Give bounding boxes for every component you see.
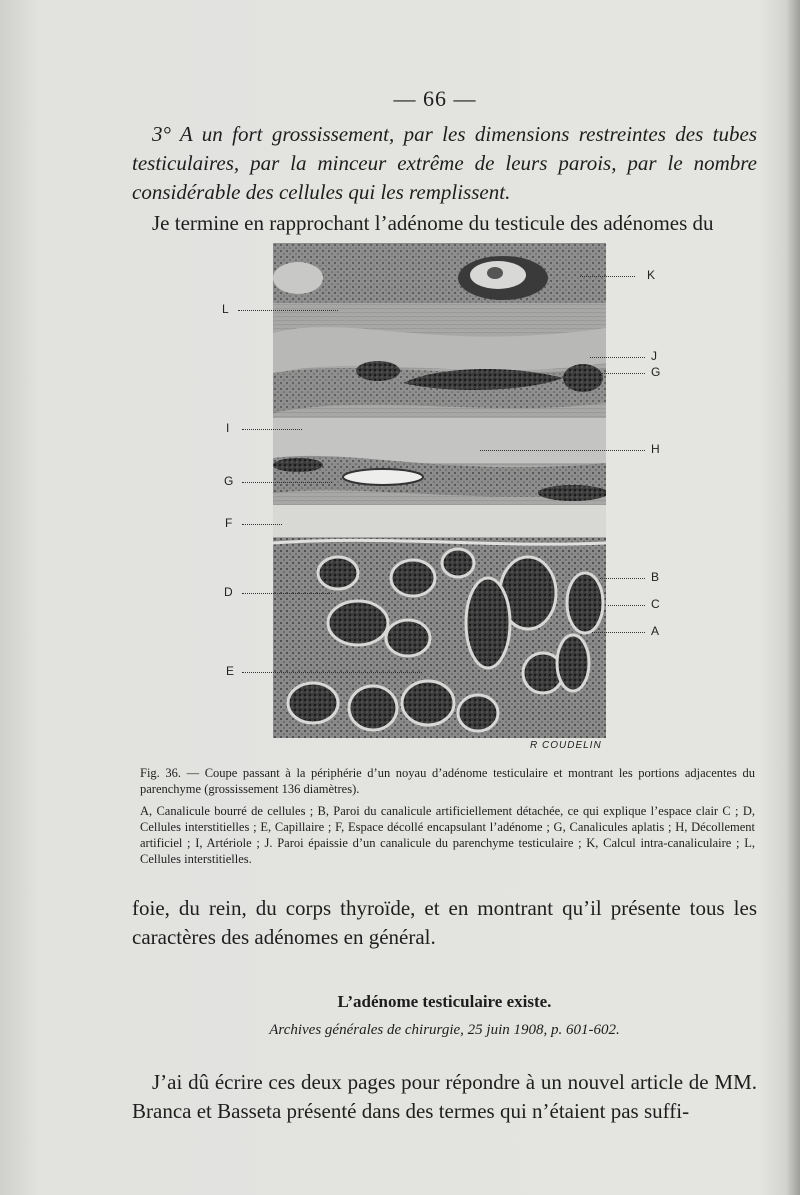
leader-l — [238, 310, 338, 311]
intro-paragraph — [132, 120, 757, 238]
leader-e — [242, 672, 422, 673]
figure-caption — [140, 765, 755, 867]
label-c: C — [651, 597, 660, 611]
section-reference: Archives générales de chirurgie, 25 juin 1908, p. 601-602. — [269, 1022, 620, 1038]
label-a: A — [651, 624, 660, 638]
paragraph-start: Je termine en rapprochant l’adénome du testicule des adénomes du — [152, 211, 714, 235]
leader-g-right — [600, 373, 645, 374]
label-f: F — [225, 516, 233, 530]
leader-c — [608, 605, 645, 606]
leader-b — [600, 578, 645, 579]
italic-point-3: 3° A un fort grossissement, par les dimensions restreintes des tubes testiculaires, par la minceur extrême de leurs parois, par le nombre considérable des cellules qui les remplissent. — [132, 122, 757, 204]
artist-signature: R COUDELIN — [530, 740, 602, 751]
leader-k — [580, 276, 635, 277]
label-j: J — [651, 349, 657, 363]
caption-legend: A, Canalicule bourré de cellules ; B, Paroi du canalicule artificiellement détachée, ce qui explique l’espace clair C ; D, Cellules interstitielles ; E, Capillaire ; F, Espace décollé encapsulant l’adénome ; G, Canalicules aplatis ; H, Décollement artificiel ; I, Artériole ; J. Paroi épaissie d’un canalicule du parenchyme testiculaire ; K, Calcul intra-canaliculaire ; L, Cellules interstitielles. — [140, 804, 755, 866]
histology-figure — [273, 243, 606, 738]
leader-g-left — [242, 482, 332, 483]
page-edge-shadow — [786, 0, 800, 1195]
page-number: — 66 — — [393, 86, 477, 111]
caption-title: Fig. 36. — Coupe passant à la périphérie d’un noyau d’adénome testiculaire et montrant les portions adjacentes du parenchyme (grossissement 136 diamètres). — [140, 766, 755, 796]
leader-h — [480, 450, 645, 451]
label-k: K — [647, 268, 656, 282]
label-b: B — [651, 570, 660, 584]
leader-a — [592, 632, 645, 633]
leader-i — [242, 429, 302, 430]
label-l: L — [222, 302, 229, 316]
label-i: I — [226, 421, 230, 435]
leader-j — [590, 357, 645, 358]
label-e: E — [226, 664, 235, 678]
histology-illustration — [273, 243, 606, 738]
leader-d — [242, 593, 332, 594]
label-g-right: G — [651, 365, 661, 379]
label-d: D — [224, 585, 233, 599]
section-heading: L’adénome testiculaire existe. — [337, 992, 552, 1011]
label-g-left: G — [224, 474, 234, 488]
leader-f — [242, 524, 282, 525]
label-h: H — [651, 442, 660, 456]
final-paragraph: J’ai dû écrire ces deux pages pour répondre à un nouvel article de MM. Branca et Basseta présenté dans des termes qui n’étaient pas suffi- — [132, 1070, 757, 1123]
after-figure-paragraph: foie, du rein, du corps thyroïde, et en montrant qu’il présente tous les caractères des adénomes en général. — [132, 896, 757, 949]
